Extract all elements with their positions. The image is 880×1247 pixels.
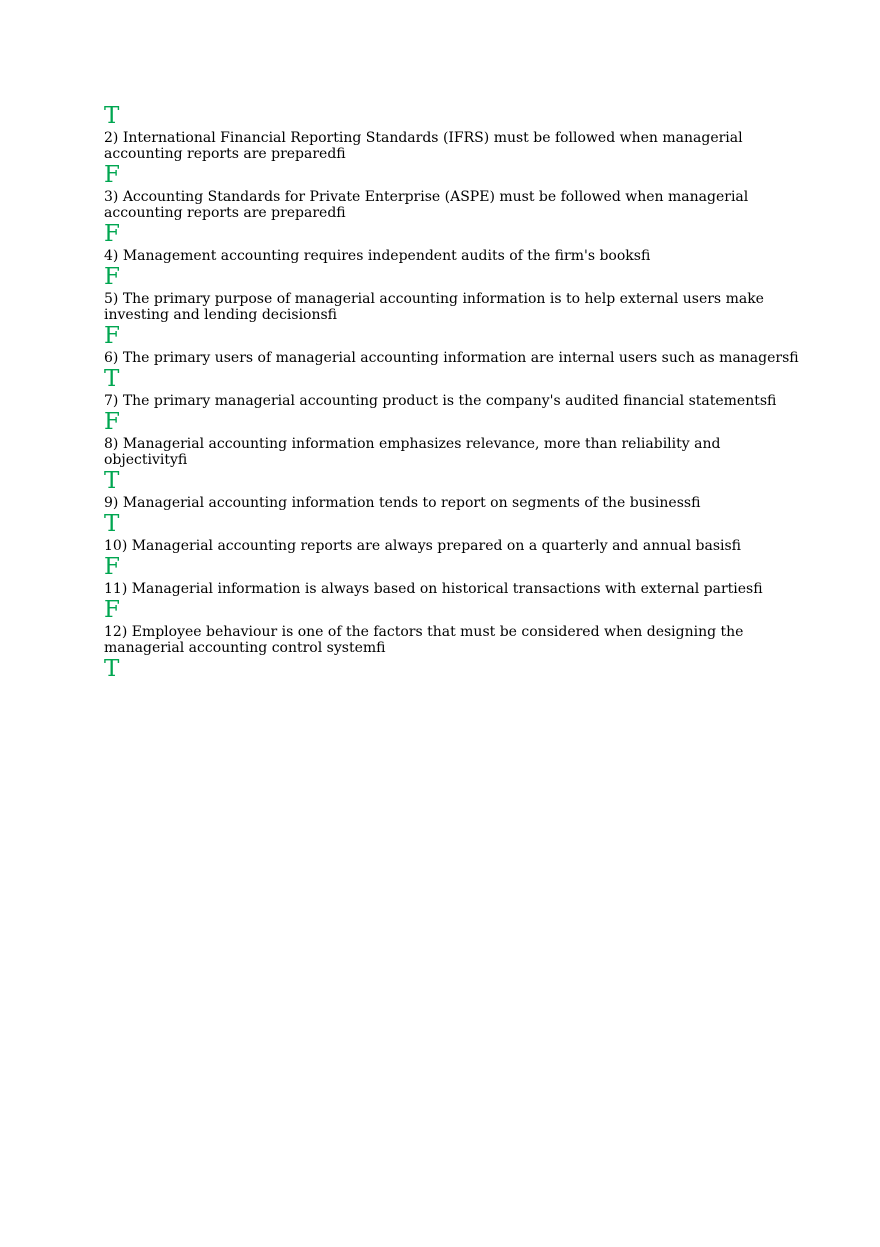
answer-7: F xyxy=(104,409,120,435)
answer-10: F xyxy=(104,554,120,580)
document-page xyxy=(104,103,804,682)
question-4: 4) Management accounting requires independent audits of the firm's booksfi xyxy=(104,248,651,264)
answer-3: F xyxy=(104,221,120,247)
question-5: 5) The primary purpose of managerial accounting information is to help external users make investing and lending decisionsfi xyxy=(104,291,764,323)
question-11: 11) Managerial information is always based on historical transactions with external partiesfi xyxy=(104,581,763,597)
question-3: 3) Accounting Standards for Private Enterprise (ASPE) must be followed when managerial accounting reports are preparedfi xyxy=(104,189,749,221)
answer-11: F xyxy=(104,597,120,623)
question-6: 6) The primary users of managerial accounting information are internal users such as managersfi xyxy=(104,350,799,366)
question-10: 10) Managerial accounting reports are always prepared on a quarterly and annual basisfi xyxy=(104,538,742,554)
answer-9: T xyxy=(104,511,120,537)
answer-1: T xyxy=(104,103,120,129)
answer-5: F xyxy=(104,323,120,349)
question-7: 7) The primary managerial accounting product is the company's audited financial statementsfi xyxy=(104,393,777,409)
answer-12: T xyxy=(104,656,120,682)
answer-4: F xyxy=(104,264,120,290)
question-9: 9) Managerial accounting information tends to report on segments of the businessfi xyxy=(104,495,701,511)
answer-2: F xyxy=(104,162,120,188)
question-2: 2) International Financial Reporting Standards (IFRS) must be followed when managerial accounting reports are preparedfi xyxy=(104,130,743,162)
question-12: 12) Employee behaviour is one of the factors that must be considered when designing the managerial accounting control systemfi xyxy=(104,624,744,656)
question-8: 8) Managerial accounting information emphasizes relevance, more than reliability and objectivityfi xyxy=(104,436,721,468)
answer-6: T xyxy=(104,366,120,392)
answer-8: T xyxy=(104,468,120,494)
